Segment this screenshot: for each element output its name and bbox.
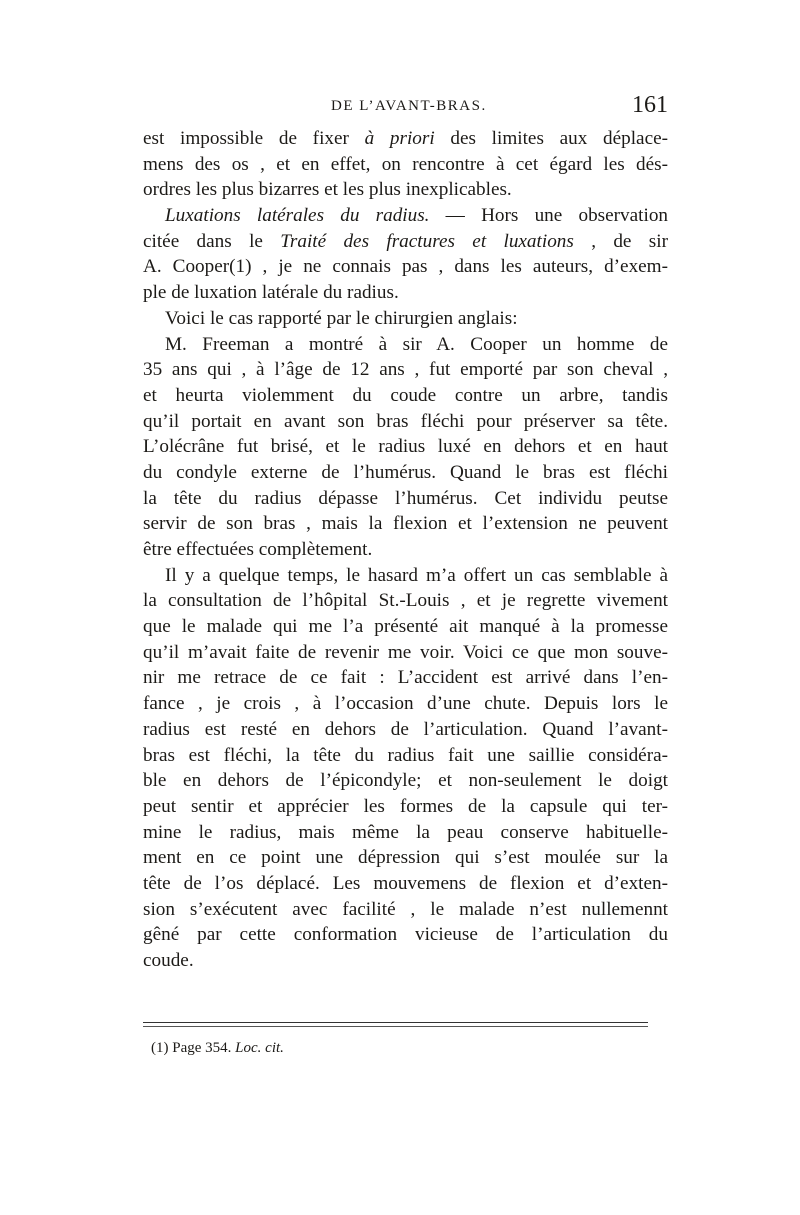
text-line: ble en dehors de l’épicondyle; et non-seulement le doigt [143,770,668,792]
text-line: est impossible de fixer à priori des limites aux déplace- [143,128,668,149]
footnote-marker: (1) [151,1040,169,1056]
text-line: citée dans le Traité des fractures et luxations , de sir [143,230,668,252]
text-line: L’olécrâne fut brisé, et le radius luxé en dehors et en haut [143,436,668,458]
text-line: tête de l’os déplacé. Les mouvemens de flexion et d’exten- [143,872,668,894]
text-line: A. Cooper(1) , je ne connais pas , dans les auteurs, d’exem- [143,256,668,278]
body-text [143,126,668,974]
text-line: mens des os , et en effet, on rencontre à cet égard les dés- [143,153,668,175]
text-line: la tête du radius dépasse l’humérus. Cet individu peutse [143,487,668,509]
text-line: servir de son bras , mais la flexion et l’extension ne peuvent [143,513,668,535]
footnote-text: Page 354. [172,1040,232,1056]
text-line: la consultation de l’hôpital St.-Louis , et je regrette vivement [143,590,668,612]
footnote-rule [143,1022,648,1025]
text-line: peut sentir et apprécier les formes de la capsule qui ter- [143,795,668,817]
text-line: Voici le cas rapporté par le chirurgien anglais: [165,307,518,329]
text-line: mine le radius, mais même la peau conserve habituelle- [143,821,668,843]
running-title: DE L’AVANT-BRAS. [331,98,487,114]
text-line: sion s’exécutent avec facilité , le malade n’est nullemennt [143,898,668,920]
text-line: coude. [143,950,194,971]
text-line: M. Freeman a montré à sir A. Cooper un homme de [165,333,668,355]
text-line: du condyle externe de l’humérus. Quand le bras est fléchi [143,461,668,483]
text-line: fance , je crois , à l’occasion d’une chute. Depuis lors le [143,693,668,715]
text-line: et heurta violemment du coude contre un arbre, tandis [143,384,668,406]
footnote-rule-secondary [143,1026,648,1027]
text-line: qu’il m’avait faite de revenir me voir. Voici ce que mon souve- [143,641,668,663]
text-line: ment en ce point une dépression qui s’est moulée sur la [143,847,668,869]
text-line: Il y a quelque temps, le hasard m’a offert un cas semblable à [165,564,668,586]
text-line: qu’il portait en avant son bras fléchi pour préserver sa tête. [143,410,668,432]
text-line: 35 ans qui , à l’âge de 12 ans , fut emporté par son cheval , [143,359,668,381]
text-line: être effectuées complètement. [143,539,373,560]
text-line: ple de luxation latérale du radius. [143,282,399,304]
page-header [143,92,668,122]
text-line: Luxations latérales du radius. — Hors une observation [165,205,669,227]
footnote-citation: Loc. cit. [235,1040,284,1056]
text-line: radius est resté en dehors de l’articulation. Quand l’avant- [143,718,668,740]
page-number: 161 [632,92,668,118]
text-line: que le malade qui me l’a présenté ait manqué à la promesse [143,616,668,638]
text-line: ordres les plus bizarres et les plus inexplicables. [143,179,512,201]
text-line: gêné par cette conformation vicieuse de l’articulation du [143,924,668,946]
text-line: bras est fléchi, la tête du radius fait une saillie considéra- [143,744,668,766]
footnote [151,1040,284,1057]
text-line: nir me retrace de ce fait : L’accident est arrivé dans l’en- [143,667,668,689]
